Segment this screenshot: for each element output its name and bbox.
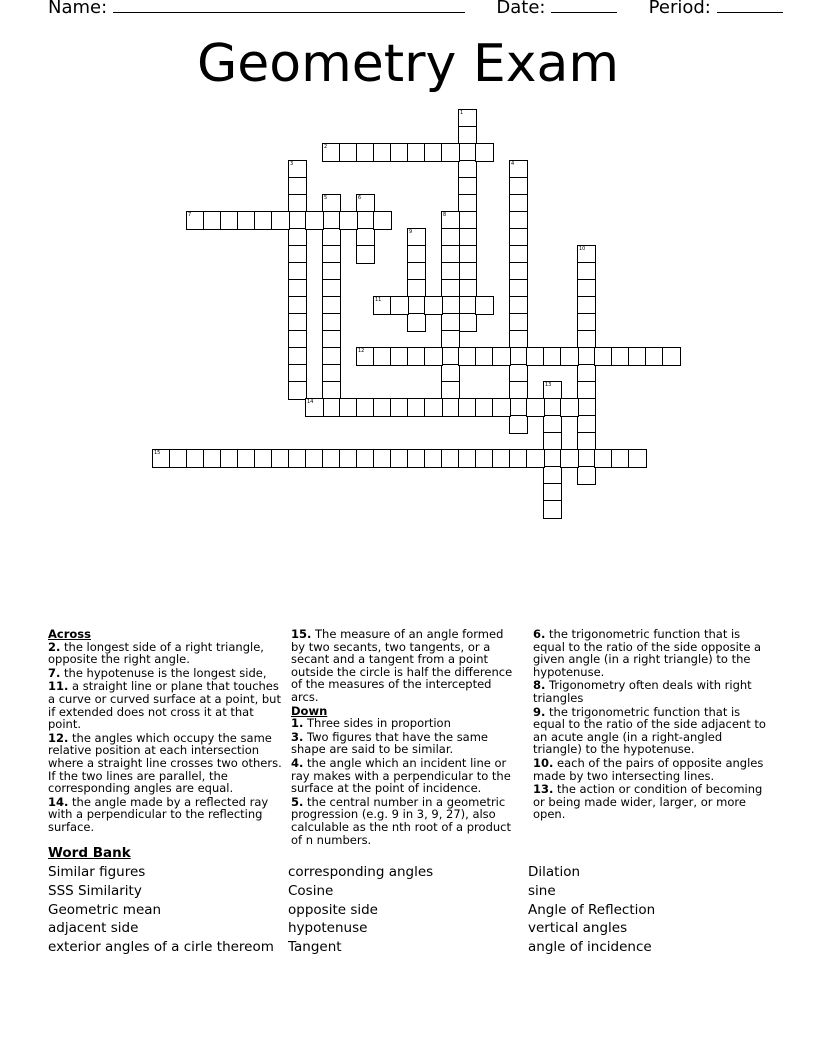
date-label: Date:: [496, 0, 546, 18]
word-bank-item: corresponding angles: [288, 864, 434, 880]
crossword-cell[interactable]: [543, 500, 562, 519]
clue-number: 3.: [291, 729, 304, 744]
clue-text: Three sides in proportion: [303, 716, 451, 731]
cell-number: 6: [358, 195, 362, 201]
cell-number: 7: [188, 212, 192, 218]
cell-number: 10: [579, 246, 586, 252]
word-bank-item: Cosine: [288, 882, 334, 899]
crossword-cell[interactable]: [424, 347, 443, 366]
crossword-cell[interactable]: [662, 347, 681, 366]
clue-text: the hypotenuse is the longest side,: [60, 665, 267, 680]
cell-number: 15: [154, 450, 161, 456]
clue-text: the central number in a geometric progression (e.g. 9 in 3, 9, 27), also calculable as the nth root of a product of n numbers.: [291, 794, 511, 847]
crossword-cell[interactable]: [526, 398, 545, 417]
word-bank-item: angle of incidence: [528, 939, 652, 956]
clue-item: [291, 731, 519, 756]
word-bank-item: Tangent: [288, 939, 342, 956]
crossword-cell[interactable]: [305, 211, 324, 230]
period-label: Period:: [648, 0, 711, 18]
across-clue-list: [48, 641, 284, 834]
clue-item: [48, 667, 284, 680]
crossword-cell[interactable]: [441, 143, 460, 162]
clue-text: the longest side of a right triangle, opposite the right angle.: [48, 639, 264, 667]
cell-number: 8: [443, 212, 447, 218]
clue-number: 15.: [291, 627, 312, 641]
clues-column-3: [533, 628, 769, 822]
crossword-cell[interactable]: [339, 211, 358, 230]
cell-number: 14: [307, 399, 314, 405]
crossword-cell[interactable]: [526, 449, 545, 468]
cell-number: 12: [358, 348, 365, 354]
word-bank-column-3: [528, 863, 655, 957]
clue-item: [291, 717, 519, 730]
word-bank-item: sine: [528, 882, 556, 899]
clue-number: 2.: [48, 639, 61, 654]
word-bank-column-2: [288, 863, 433, 957]
clue-number: 4.: [291, 755, 304, 770]
word-bank-item: Angle of Reflection: [528, 901, 656, 918]
cell-number: 3: [290, 161, 294, 167]
crossword-cell[interactable]: [560, 398, 579, 417]
clue-text: the angles which occupy the same relative position at each intersection where a straight line crosses two others. If the two lines are parallel, the corresponding angles are equal.: [48, 730, 282, 796]
crossword-cell[interactable]: [271, 211, 290, 230]
word-bank-item: Similar figures: [48, 864, 146, 880]
down-heading: Down: [291, 703, 328, 718]
word-bank-item: opposite side: [288, 901, 378, 918]
clue-number: 6.: [533, 627, 546, 641]
clue-item: [533, 783, 769, 821]
clue-item: [48, 732, 284, 795]
crossword-cell[interactable]: [492, 347, 511, 366]
word-bank-heading: Word Bank: [48, 845, 131, 861]
cell-number: 2: [324, 144, 328, 150]
clue-item: [533, 628, 769, 678]
clue-item: [291, 757, 519, 795]
crossword-cell[interactable]: [509, 415, 528, 434]
crossword-cell[interactable]: [424, 398, 443, 417]
clue-text: a straight line or plane that touches a curve or curved surface at a point, but if extended does not cross it at that point.: [48, 679, 281, 732]
crossword-cell[interactable]: [373, 211, 392, 230]
down-clue-list: [291, 717, 519, 846]
name-label: Name:: [48, 0, 108, 18]
clues-column-1: [48, 628, 284, 835]
clue-number: 12.: [48, 730, 69, 745]
clue-number: 8.: [533, 678, 546, 693]
crossword-cell[interactable]: [458, 313, 477, 332]
word-bank-item: Dilation: [528, 864, 581, 880]
clue-text: Trigonometry often deals with right triangles: [533, 678, 752, 705]
crossword-cell[interactable]: [475, 296, 494, 315]
cell-number: 1: [460, 110, 464, 116]
clue-text: the action or condition of becoming or being made wider, larger, or more open.: [533, 782, 763, 822]
crossword-cell[interactable]: [577, 466, 596, 485]
clue-text: each of the pairs of opposite angles made by two intersecting lines.: [533, 755, 764, 783]
clue-item: [48, 641, 284, 666]
cell-number: 11: [375, 297, 382, 303]
clue-item: [533, 757, 769, 782]
crossword-cell[interactable]: [356, 245, 375, 264]
page-title: Geometry Exam: [197, 34, 619, 94]
clue-item: [533, 679, 769, 704]
word-bank-item: vertical angles: [528, 920, 628, 937]
word-bank-item: hypotenuse: [288, 920, 368, 937]
clue-item: [48, 796, 284, 834]
across-heading: Across: [48, 627, 91, 641]
clue-item: [291, 628, 519, 704]
cell-number: 9: [409, 229, 413, 235]
crossword-cell[interactable]: [390, 296, 409, 315]
word-bank-item: Geometric mean: [48, 901, 162, 918]
clue-text: The measure of an angle formed by two secants, two tangents, or a secant and a tangent from a point outside the circle is half the difference of the measures of the intercepted arcs.: [291, 627, 513, 704]
word-bank-item: SSS Similarity: [48, 882, 142, 899]
crossword-cell[interactable]: [492, 398, 511, 417]
crossword-cell[interactable]: [407, 313, 426, 332]
clue-item: [48, 680, 284, 730]
clue-number: 11.: [48, 679, 69, 694]
clue-text: the angle made by a reflected ray with a perpendicular to the reflecting surface.: [48, 794, 269, 834]
crossword-cell[interactable]: [628, 449, 647, 468]
clue-text: Two figures that have the same shape are said to be similar.: [291, 729, 489, 757]
cell-number: 13: [545, 382, 552, 388]
crossword-cell[interactable]: [305, 398, 324, 417]
clue-number: 1.: [291, 716, 304, 731]
cell-number: 4: [511, 161, 515, 167]
down-clue-list-continued: [533, 628, 769, 821]
word-bank-item: adjacent side: [48, 920, 139, 937]
clue-number: 9.: [533, 704, 546, 719]
clue-text: the trigonometric function that is equal to the ratio of the side adjacent to an acute angle (in a right-angled triangle) to the hypotenuse.: [533, 704, 766, 757]
cell-number: 5: [324, 195, 328, 201]
clue-number: 10.: [533, 755, 554, 770]
word-bank-column-1: [48, 863, 274, 957]
clues-column-2: [291, 628, 519, 847]
crossword-cell[interactable]: [560, 449, 579, 468]
clue-number: 5.: [291, 794, 304, 809]
clue-number: 7.: [48, 665, 61, 680]
crossword-cell[interactable]: [424, 296, 443, 315]
clue-item: [533, 706, 769, 756]
crossword-cell[interactable]: [560, 347, 579, 366]
word-bank-item: exterior angles of a cirle thereom: [48, 939, 274, 956]
clue-item: [291, 796, 519, 846]
across-clue-list-continued: [291, 628, 519, 704]
clue-number: 14.: [48, 794, 69, 809]
clue-text: the trigonometric function that is equal to the ratio of the side opposite a given angle (in a right triangle) to the hypotenuse.: [533, 627, 762, 679]
crossword-cell[interactable]: [475, 143, 494, 162]
clue-text: the angle which an incident line or ray makes with a perpendicular to the surface at the point of incidence.: [291, 755, 511, 796]
clue-number: 13.: [533, 782, 554, 797]
